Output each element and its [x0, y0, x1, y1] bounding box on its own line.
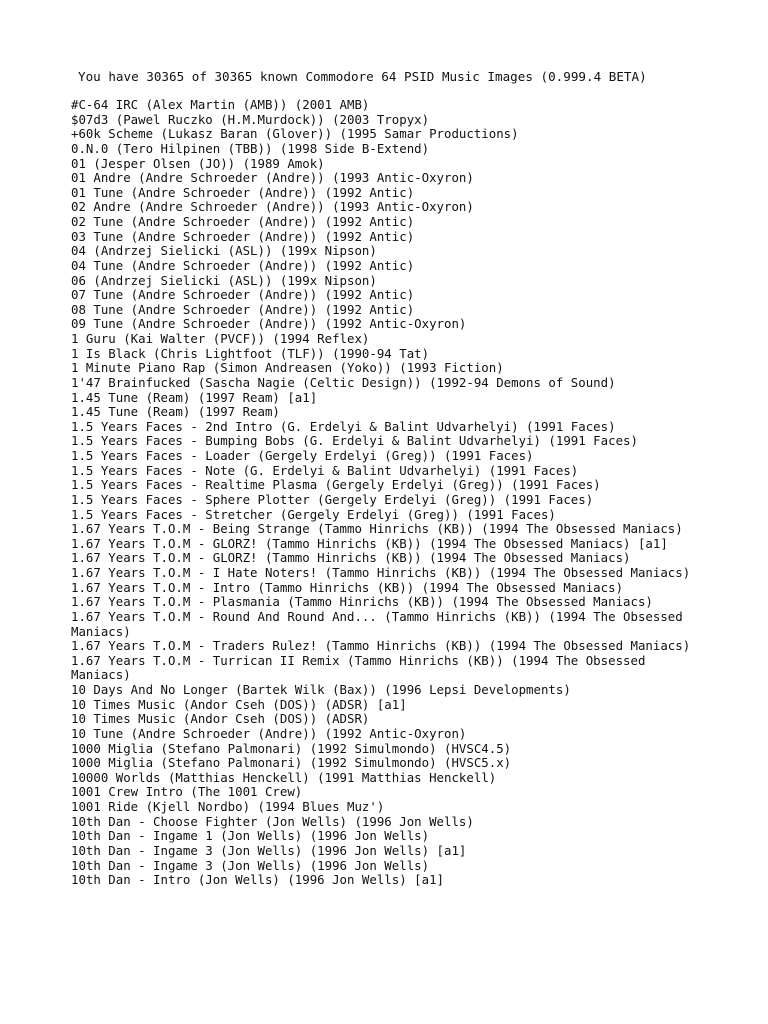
- list-item: 10th Dan - Intro (Jon Wells) (1996 Jon Wells) [a1]: [71, 872, 444, 888]
- list-item: 1000 Miglia (Stefano Palmonari) (1992 Simulmondo) (HVSC4.5): [71, 740, 512, 756]
- list-item: 10 Tune (Andre Schroeder (Andre)) (1992 Antic-Oxyron): [71, 725, 467, 741]
- list-item: 1 Minute Piano Rap (Simon Andreasen (Yoko)) (1993 Fiction): [71, 360, 504, 376]
- list-item: 07 Tune (Andre Schroeder (Andre)) (1992 Antic): [71, 287, 415, 303]
- list-item: 01 Andre (Andre Schroeder (Andre)) (1993 Antic-Oxyron): [71, 170, 474, 186]
- list-item: 08 Tune (Andre Schroeder (Andre)) (1992 Antic): [71, 301, 415, 317]
- list-item: 04 (Andrzej Sielicki (ASL)) (199x Nipson): [71, 243, 377, 259]
- list-item: 1.67 Years T.O.M - Round And Round And... (Tammo Hinrichs (KB)) (1994 The Obsessed Maniacs): [71, 608, 691, 639]
- list-item: 1.67 Years T.O.M - GLORZ! (Tammo Hinrichs (KB)) (1994 The Obsessed Maniacs) [a1]: [71, 535, 668, 551]
- list-item: +60k Scheme (Lukasz Baran (Glover)) (1995 Samar Productions): [71, 126, 519, 142]
- page-header: You have 30365 of 30365 known Commodore 64 PSID Music Images (0.999.4 BETA): [78, 69, 647, 84]
- list-item: 1.5 Years Faces - Bumping Bobs (G. Erdelyi & Balint Udvarhelyi) (1991 Faces): [71, 433, 638, 449]
- list-item: #C-64 IRC (Alex Martin (AMB)) (2001 AMB): [71, 97, 370, 112]
- list-item: 10000 Worlds (Matthias Henckell) (1991 Matthias Henckell): [71, 769, 497, 785]
- list-item: 1.67 Years T.O.M - Being Strange (Tammo Hinrichs (KB)) (1994 The Obsessed Maniacs): [71, 521, 683, 537]
- list-item: 10th Dan - Ingame 1 (Jon Wells) (1996 Jon Wells): [71, 828, 430, 844]
- list-item: 1000 Miglia (Stefano Palmonari) (1992 Simulmondo) (HVSC5.x): [71, 755, 512, 771]
- list-item: 1.67 Years T.O.M - I Hate Noters! (Tammo Hinrichs (KB)) (1994 The Obsessed Maniacs): [71, 565, 691, 580]
- list-item: 1001 Ride (Kjell Nordbo) (1994 Blues Muz'): [71, 799, 385, 814]
- list-item: 10 Times Music (Andor Cseh (DOS)) (ADSR): [71, 711, 370, 727]
- list-item: 1.5 Years Faces - 2nd Intro (G. Erdelyi & Balint Udvarhelyi) (1991 Faces): [71, 418, 616, 434]
- list-item: 1.67 Years T.O.M - Plasmania (Tammo Hinrichs (KB)) (1994 The Obsessed Maniacs): [71, 594, 653, 610]
- list-item: 1.5 Years Faces - Stretcher (Gergely Erdelyi (Greg)) (1991 Faces): [71, 506, 556, 522]
- list-item: $07d3 (Pawel Ruczko (H.M.Murdock)) (2003 Tropyx): [71, 111, 430, 127]
- list-item: 10th Dan - Ingame 3 (Jon Wells) (1996 Jon Wells): [71, 857, 430, 873]
- list-item: 1.67 Years T.O.M - Turrican II Remix (Tammo Hinrichs (KB)) (1994 The Obsessed Maniacs): [71, 652, 653, 683]
- list-item: 1.5 Years Faces - Note (G. Erdelyi & Balint Udvarhelyi) (1991 Faces): [71, 462, 579, 478]
- list-item: 1.5 Years Faces - Realtime Plasma (Gergely Erdelyi (Greg)) (1991 Faces): [71, 477, 601, 493]
- list-item: 04 Tune (Andre Schroeder (Andre)) (1992 Antic): [71, 257, 415, 273]
- list-item: 01 (Jesper Olsen (JO)) (1989 Amok): [71, 155, 325, 171]
- list-item: 1.45 Tune (Ream) (1997 Ream) [a1]: [71, 389, 318, 405]
- list-item: 1'47 Brainfucked (Sascha Nagie (Celtic Design)) (1992-94 Demons of Sound): [71, 374, 616, 390]
- list-item: 06 (Andrzej Sielicki (ASL)) (199x Nipson): [71, 272, 377, 288]
- music-list: [71, 98, 701, 888]
- list-item: 1001 Crew Intro (The 1001 Crew): [71, 784, 303, 800]
- list-item: 1.67 Years T.O.M - Traders Rulez! (Tammo Hinrichs (KB)) (1994 The Obsessed Maniacs): [71, 638, 691, 654]
- list-item: 09 Tune (Andre Schroeder (Andre)) (1992 Antic-Oxyron): [71, 316, 467, 332]
- list-item: 1.5 Years Faces - Sphere Plotter (Gergely Erdelyi (Greg)) (1991 Faces): [71, 491, 594, 507]
- list-item: 1 Is Black (Chris Lightfoot (TLF)) (1990-94 Tat): [71, 345, 430, 361]
- list-item: 10 Days And No Longer (Bartek Wilk (Bax)) (1996 Lepsi Developments): [71, 682, 571, 697]
- list-item: 10th Dan - Choose Fighter (Jon Wells) (1996 Jon Wells): [71, 813, 474, 829]
- list-item: 02 Andre (Andre Schroeder (Andre)) (1993 Antic-Oxyron): [71, 199, 474, 215]
- list-item: 02 Tune (Andre Schroeder (Andre)) (1992 Antic): [71, 214, 415, 229]
- list-item: 03 Tune (Andre Schroeder (Andre)) (1992 Antic): [71, 228, 415, 244]
- list-item: 1 Guru (Kai Walter (PVCF)) (1994 Reflex): [71, 331, 370, 346]
- list-item: 0.N.0 (Tero Hilpinen (TBB)) (1998 Side B-Extend): [71, 140, 430, 156]
- list-item: 01 Tune (Andre Schroeder (Andre)) (1992 Antic): [71, 184, 415, 200]
- list-item: 1.67 Years T.O.M - GLORZ! (Tammo Hinrichs (KB)) (1994 The Obsessed Maniacs): [71, 550, 631, 566]
- list-item: 1.45 Tune (Ream) (1997 Ream): [71, 404, 280, 420]
- list-item: 1.67 Years T.O.M - Intro (Tammo Hinrichs (KB)) (1994 The Obsessed Maniacs): [71, 579, 624, 595]
- list-item: 10th Dan - Ingame 3 (Jon Wells) (1996 Jon Wells) [a1]: [71, 842, 467, 858]
- list-item: 10 Times Music (Andor Cseh (DOS)) (ADSR) [a1]: [71, 696, 407, 712]
- list-item: 1.5 Years Faces - Loader (Gergely Erdelyi (Greg)) (1991 Faces): [71, 448, 534, 463]
